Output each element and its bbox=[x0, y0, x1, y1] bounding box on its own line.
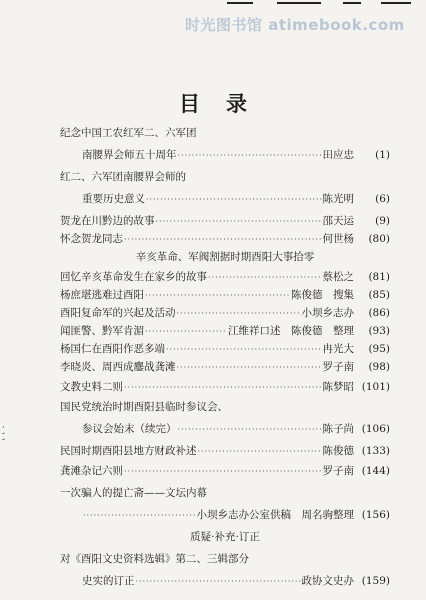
entry-page: (1) bbox=[375, 149, 390, 161]
entry-author: 陈子尚 bbox=[322, 423, 354, 435]
toc-entry bbox=[60, 126, 390, 141]
toc-entry bbox=[60, 360, 390, 375]
leader-dots bbox=[146, 192, 322, 207]
entry-page: (86) bbox=[368, 307, 390, 319]
entry-author: 邵天运 bbox=[322, 215, 354, 227]
entry-page: (81) bbox=[368, 271, 390, 283]
leader-dots bbox=[156, 214, 322, 229]
toc-entry bbox=[60, 380, 390, 395]
leader-dots bbox=[83, 508, 196, 523]
toc-entry bbox=[60, 342, 390, 357]
entry-page: (95) bbox=[368, 343, 390, 355]
entry-author: 政协文史办 bbox=[301, 575, 354, 587]
leader-dots bbox=[145, 324, 227, 339]
toc-entry bbox=[82, 508, 390, 523]
leader-dots bbox=[178, 148, 322, 163]
entry-title: 怀念贺龙同志 bbox=[60, 233, 123, 245]
toc-entry bbox=[82, 422, 390, 437]
entry-title: 文教史料二则 bbox=[60, 381, 123, 393]
entry-author: 冉光大 bbox=[322, 343, 354, 355]
leader-dots bbox=[198, 444, 322, 459]
leader-dots bbox=[124, 232, 322, 247]
leader-dots bbox=[124, 380, 322, 395]
entry-author: 江维祥口述 陈俊德 整理 bbox=[228, 325, 354, 337]
entry-title: 回忆辛亥革命发生在家乡的故事 bbox=[60, 271, 207, 283]
entry-author: 陈梦昭 bbox=[322, 381, 354, 393]
entry-title: 对《酉阳文史资料选辑》第二、三辑部分 bbox=[60, 553, 249, 565]
toc-entry bbox=[60, 232, 390, 247]
toc-entry bbox=[60, 464, 390, 479]
entry-page: (106) bbox=[361, 423, 390, 435]
entry-title: 杨庶堪逃难过酉阳 bbox=[60, 289, 144, 301]
entry-author: 陈俊德 bbox=[322, 445, 354, 457]
entry-page: (80) bbox=[368, 233, 390, 245]
leader-dots bbox=[166, 342, 322, 357]
watermark-text: 时光图书馆 atimebook.com bbox=[185, 16, 405, 34]
entry-author: 田应忠 bbox=[322, 149, 354, 161]
entry-page: (144) bbox=[361, 465, 390, 477]
toc-entry bbox=[60, 288, 390, 303]
entry-title: 重要历史意义 bbox=[82, 193, 145, 205]
entry-author: 罗子南 bbox=[322, 361, 354, 373]
edge-marks: · - - bbox=[2, 423, 6, 445]
entry-page: (101) bbox=[361, 381, 390, 393]
top-edge-marks bbox=[215, 0, 415, 8]
entry-title: 闻匪警、黔军肯湄 bbox=[60, 325, 144, 337]
entry-author: 陈俊德 搜集 bbox=[291, 289, 354, 301]
page-title: 目录 bbox=[179, 92, 273, 116]
toc-entry bbox=[60, 170, 390, 185]
entry-page: (85) bbox=[368, 289, 390, 301]
leader-dots bbox=[177, 360, 322, 375]
entry-page: (6) bbox=[375, 193, 390, 205]
toc-entry bbox=[60, 324, 390, 339]
toc-entry bbox=[60, 214, 390, 229]
section-heading: 辛亥革命、军阀割据时期酉阳大事拾零 bbox=[135, 251, 315, 263]
leader-dots bbox=[178, 422, 322, 437]
entry-title: 贺龙在川黔边的故事 bbox=[60, 215, 155, 227]
entry-page: (98) bbox=[368, 361, 390, 373]
entry-title: 民国时期酉阳县地方财政补述 bbox=[60, 445, 197, 457]
entry-author: 小坝乡志办 bbox=[301, 307, 354, 319]
toc-entry bbox=[60, 486, 390, 501]
leader-dots bbox=[208, 270, 322, 285]
section-heading: 质疑·补充·订正 bbox=[190, 531, 260, 543]
entry-title: 龚滩杂记六则 bbox=[60, 465, 123, 477]
entry-title: 杨国仁在酉阳作恶多端 bbox=[60, 343, 165, 355]
entry-page: (133) bbox=[361, 445, 390, 457]
entry-author: 蔡松之 bbox=[322, 271, 354, 283]
toc-entry bbox=[60, 306, 390, 321]
entry-title: 参议会始末（续完） bbox=[82, 423, 177, 435]
entry-page: (93) bbox=[368, 325, 390, 337]
entry-author: 何世杨 bbox=[322, 233, 354, 245]
entry-page: (159) bbox=[361, 575, 390, 587]
leader-dots bbox=[145, 288, 290, 303]
toc-entry bbox=[82, 148, 390, 163]
entry-page: (9) bbox=[375, 215, 390, 227]
leader-dots bbox=[177, 306, 301, 321]
entry-title: 国民党统治时期酉阳县临时参议会、 bbox=[60, 401, 228, 413]
entry-title: 红二、六军团南腰界会师的 bbox=[60, 171, 186, 183]
toc-entry bbox=[82, 192, 390, 207]
entry-title: 李晓炎、周西成鏖战龚滩 bbox=[60, 361, 176, 373]
toc-entry bbox=[82, 574, 390, 589]
entry-title: 一次骗人的提亡斋——文坛内幕 bbox=[60, 487, 207, 499]
entry-author: 陈光明 bbox=[322, 193, 354, 205]
entry-page: (156) bbox=[361, 509, 390, 521]
leader-dots bbox=[136, 574, 301, 589]
toc-entry bbox=[60, 270, 390, 285]
toc-entry bbox=[60, 400, 390, 415]
entry-title: 酉阳复命军的兴起及活动 bbox=[60, 307, 176, 319]
entry-author: 罗子南 bbox=[322, 465, 354, 477]
leader-dots bbox=[124, 464, 322, 479]
entry-title: 史实的订正 bbox=[82, 575, 135, 587]
toc-entry bbox=[60, 552, 390, 567]
entry-title: 南腰界会师五十周年 bbox=[82, 149, 177, 161]
entry-title: 纪念中国工农红军二、六军团 bbox=[60, 127, 197, 139]
toc-entry bbox=[60, 444, 390, 459]
entry-author: 小坝乡志办公室供稿 周名驹整理 bbox=[196, 509, 354, 521]
